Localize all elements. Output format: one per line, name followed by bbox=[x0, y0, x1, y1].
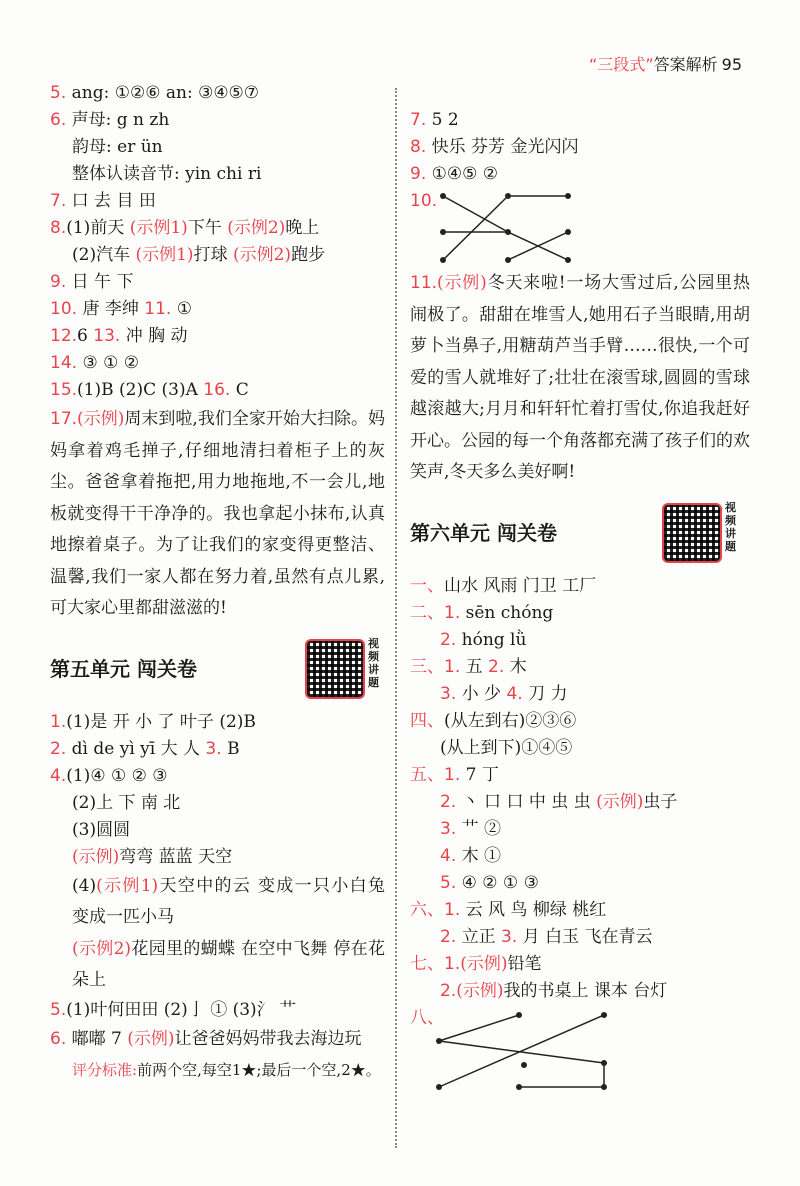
header-title: 答案解析 bbox=[653, 55, 718, 74]
s8-answer: 八、 bbox=[410, 1005, 750, 1095]
s5-answer-1: 五、1. 7 丁 bbox=[410, 764, 499, 785]
s6-answer-1: 六、1. 云 风 鸟 柳绿 桃红 bbox=[410, 899, 607, 920]
qr-code-icon[interactable] bbox=[662, 503, 722, 563]
matching-lines-figure bbox=[434, 1011, 634, 1101]
u5-answer-4-l4: (示例)弯弯 蓝蓝 天空 bbox=[72, 846, 233, 867]
answer-6-line3: 整体认读音节: yin chi ri bbox=[72, 164, 262, 184]
u5-answer-4-l6: (示例2)花园里的蝴蝶 在空中飞舞 停在花朵上 bbox=[72, 938, 385, 990]
s3-answer-1: 三、1. 五 2. 木 bbox=[410, 656, 527, 677]
u5-answer-4-l5: (4)(示例1)天空中的云 变成一只小白兔 变成一匹小马 bbox=[72, 875, 385, 927]
s7-answer-2: 2.(示例)我的书桌上 课本 台灯 bbox=[440, 980, 668, 1001]
answer-14: 14. ③ ① ② bbox=[50, 353, 139, 373]
right-column bbox=[410, 80, 750, 1095]
answer-8: 8.(1)前天 (示例1)下午 (示例2)晚上 bbox=[50, 218, 320, 238]
answer-12-13: 12.6 13. 冲 胸 动 bbox=[50, 326, 188, 346]
answer-6: 6. 声母: g n zh bbox=[50, 110, 170, 130]
answer-17: 17.(示例)周末到啦,我们全家开始大扫除。妈妈拿着鸡毛掸子,仔细地清扫着柜子上的灰尘。爸爸拿着拖把,用力地拖地,不一会儿,地板就变得干干净净的。我也拿起小抹布,认真地擦着桌子。为了让我们的家变得更整洁、温馨,我们一家人都在努力着,虽然有点儿累,可大家心里都甜滋滋的! bbox=[50, 409, 385, 618]
unit5-title: 第五单元 闯关卷 bbox=[50, 656, 197, 681]
s4-answer-2: (从上到下)①④⑤ bbox=[440, 737, 573, 758]
answer-6-line2: 韵母: er ün bbox=[72, 137, 163, 157]
r-answer-11: 11.(示例)冬天来啦!一场大雪过后,公园里热闹极了。甜甜在堆雪人,她用石子当眼睛,用胡萝卜当鼻子,用糖葫芦当手臂……很快,一个可爱的雪人就堆好了;壮壮在滚雪球,圆圆的雪球越滚越大;月月和轩轩忙着打雪仗,你追我赶好开心。公园的每一个角落都充满了孩子们的欢笑声,冬天多么美好啊! bbox=[410, 273, 750, 482]
answer-9: 9. 日 午 下 bbox=[50, 272, 134, 292]
unit6-title: 第六单元 闯关卷 bbox=[410, 520, 557, 545]
s6-answer-2: 2. 立正 3. 月 白玉 飞在青云 bbox=[440, 926, 653, 947]
answer-5: 5. ang: ①②⑥ an: ③④⑤⑦ bbox=[50, 83, 260, 103]
s5-answer-5: 5. ④ ② ① ③ bbox=[440, 872, 539, 893]
s5-answer-3: 3. 艹 ② bbox=[440, 818, 502, 839]
u5-answer-4-l3: (3)圆圆 bbox=[72, 819, 131, 840]
answer-15-16: 15.(1)B (2)C (3)A 16. C bbox=[50, 380, 249, 400]
s2-answer-1: 二、1. sēn chóng bbox=[410, 602, 554, 623]
u5-answer-4-l2: (2)上 下 南 北 bbox=[72, 792, 181, 813]
unit6-heading bbox=[410, 500, 750, 553]
page-header bbox=[589, 52, 742, 75]
s1-answer: 一、山水 风雨 门卫 工厂 bbox=[410, 575, 597, 596]
s7-answer-1: 七、1.(示例)铅笔 bbox=[410, 953, 542, 974]
scoring-criteria: 评分标准:前两个空,每空1★;最后一个空,2★。 bbox=[72, 1061, 381, 1079]
video-explain-label: 视频讲题 bbox=[368, 636, 379, 689]
r-answer-9: 9. ①④⑤ ② bbox=[410, 164, 499, 184]
u5-answer-6: 6. 嘟嘟 7 (示例)让爸爸妈妈带我去海边玩 bbox=[50, 1028, 362, 1049]
r-answer-7: 7. 5 2 bbox=[410, 110, 459, 130]
s5-answer-4: 4. 木 ① bbox=[440, 845, 502, 866]
left-column bbox=[50, 80, 385, 1087]
qr-code-icon[interactable] bbox=[305, 639, 365, 699]
u5-answer-4: 4.(1)④ ① ② ③ bbox=[50, 765, 168, 786]
s2-answer-2: 2. hóng lǜ bbox=[440, 629, 527, 650]
page-number: 95 bbox=[721, 55, 742, 74]
brand-label: “三段式” bbox=[589, 55, 654, 74]
column-divider bbox=[395, 88, 397, 1148]
u5-answer-5: 5.(1)叶何田田 (2)亅 ① (3)氵 艹 bbox=[50, 999, 297, 1020]
r-answer-10: 10. bbox=[410, 188, 750, 268]
r-answer-8: 8. 快乐 芬芳 金光闪闪 bbox=[410, 137, 579, 157]
answer-7: 7. 口 去 目 田 bbox=[50, 191, 156, 211]
s3-answer-2: 3. 小 少 4. 刀 力 bbox=[440, 683, 568, 704]
s5-answer-2: 2. 丶 口 口 中 虫 虫 (示例)虫子 bbox=[440, 791, 678, 812]
u5-answer-1: 1.(1)是 开 小 了 叶子 (2)B bbox=[50, 711, 256, 732]
answer-10-11: 10. 唐 李绅 11. ① bbox=[50, 299, 192, 319]
unit5-heading bbox=[50, 636, 385, 689]
matching-lines-figure bbox=[438, 188, 578, 268]
s4-answer-1: 四、(从左到右)②③⑥ bbox=[410, 710, 577, 731]
u5-answer-2-3: 2. dì de yì yī 大 人 3. B bbox=[50, 738, 240, 759]
video-explain-label: 视频讲题 bbox=[725, 500, 736, 553]
answer-8-line2: (2)汽车 (示例1)打球 (示例2)跑步 bbox=[72, 245, 326, 265]
